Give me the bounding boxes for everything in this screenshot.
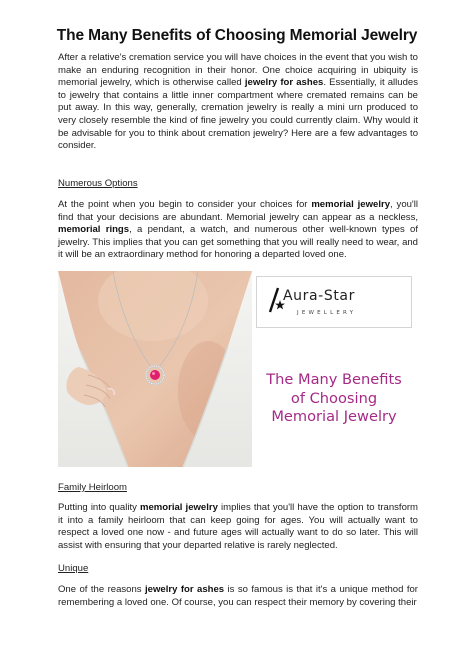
keyword-link: jewelry for ashes [244, 77, 324, 89]
section-heading-numerous-options: Numerous Options [58, 178, 138, 189]
banner-line: Memorial Jewelry [271, 408, 397, 425]
keyword-link: memorial jewelry [311, 199, 391, 210]
section-heading-family-heirloom: Family Heirloom [58, 482, 127, 493]
banner-headline [254, 371, 414, 427]
brand-name: Aura-Star [283, 288, 355, 304]
pendant-gem [150, 370, 160, 380]
text-run: One of the reasons [58, 584, 146, 595]
text-run: After a relative's cremation service you will have choices in the event that you wish to make an enduring recognition in their honor. One choice acquiring in ubiquity is memorial jewelry, which is otherwise called [58, 52, 418, 89]
text-run: . Essentially, it alludes to jewelry that contains a little inner compartment where cremated remains can be put away. In this way, generally, cremation jewelry is really a mini urn produced to very closely resemble the kind of fine jewelry you could currently claim. Why would it be advisable for you to think about cremation jewelry? Here are a few advantages to consider. [58, 77, 418, 152]
text-run: At the point when you begin to consider your choices for [58, 199, 312, 210]
page-title: The Many Benefits of Choosing Memorial Jewelry [56, 27, 418, 44]
brand-subtitle: JEWELLERY [297, 310, 357, 316]
banner-line: The Many Benefits [266, 371, 402, 388]
text-run: , you'll find that your decisions are abundant. Memorial jewelry can appear as a neckless, [58, 199, 418, 223]
keyword-link: memorial jewelry [140, 502, 218, 513]
options-paragraph [58, 199, 418, 263]
intro-paragraph [58, 52, 418, 167]
keyword-link: memorial rings [58, 224, 130, 236]
text-run: implies that you'll have the option to transform it into a family heirloom that can keep going for ages. You will actually want to respect a loved one now - and future ages will actually want to do so later. This will assist with ensuring that your departed relative is rarely neglected. [58, 502, 419, 551]
brand-logo [256, 276, 412, 328]
text-run: is so famous is that it's a unique method for remembering a loved one. Of course, you can respect their memory by covering their [58, 584, 418, 608]
keyword-link: jewelry for ashes [145, 584, 225, 595]
heirloom-paragraph [58, 502, 418, 554]
banner-line: of Choosing [290, 389, 378, 407]
unique-paragraph [58, 584, 418, 610]
text-run: Putting into quality [58, 502, 140, 513]
promo-banner-image [58, 271, 415, 467]
necklace-photo [58, 271, 252, 467]
text-run: , a pendant, a watch, and numerous other well-known types of jewelry. This implies that you can get something that you will really need to wear, and it will be an extraordinary method for honoring a departed loved one. [58, 224, 418, 261]
section-heading-unique: Unique [58, 563, 89, 574]
